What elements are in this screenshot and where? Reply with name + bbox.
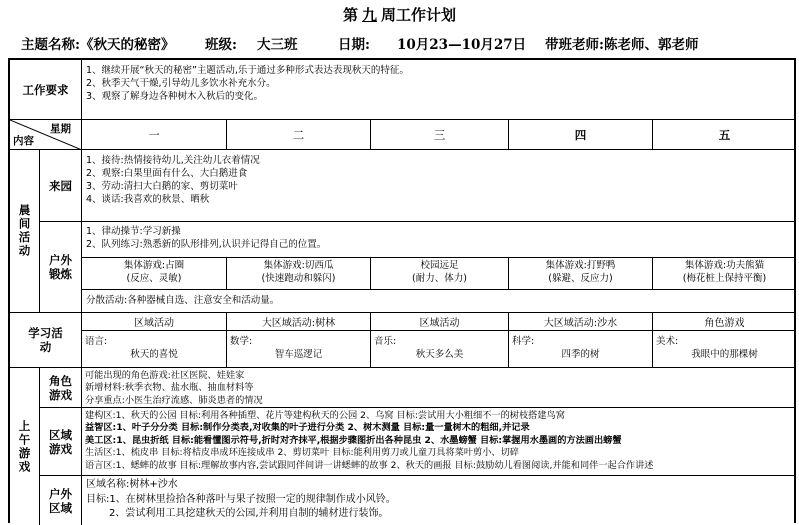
zone-row-art: 美工区:1、昆虫折纸 目标:能看懂图示符号,折时对齐抹平,根据步骤图折出各种昆虫 2、水墨螃蟹 目标:掌握用水墨画的方法画出螃蟹: [85, 434, 622, 446]
game-monday: 集体游戏:占圈 (反应、灵敏): [82, 258, 227, 290]
learning-header-tuesday: 大区域活动:树林: [227, 313, 371, 331]
date-label: 日期:: [338, 37, 370, 53]
weekday-label: 星期: [50, 123, 71, 135]
zone-row-life: 生活区:1、梳皮串 目标:将桔皮串成环连接成串 2、剪切菜叶 目标:能利用剪刀或儿童刀具将菜叶剪小、切碎: [85, 447, 519, 459]
game-wednesday: 校园远足 (耐力、体力): [371, 258, 509, 290]
game-tuesday: 集体游戏:切西瓜 (快速跑动和躲闪): [227, 258, 371, 290]
day-tuesday: 二: [227, 120, 371, 150]
learning-wednesday: 音乐: 秋天多么美: [371, 331, 509, 368]
zone-row-language: 语言区:1、蟋蟀的故事 目标:理解故事内容,尝试跟同伴间讲一讲蟋蟀的故事 2、秋天的画报 目标:鼓励幼儿看图阅读,并能和同伴一起合作讲述: [85, 459, 654, 471]
learning-header-monday: 区域活动: [82, 313, 227, 331]
class-value: 大三班: [257, 37, 298, 53]
outdoor-zone-label: 户外区域: [40, 476, 82, 525]
theme-name: 主题名称:《秋天的秘密》: [21, 37, 175, 53]
learning-monday: 语言: 秋天的喜悦: [82, 331, 227, 368]
game-friday: 集体游戏:功夫熊猫 (梅花桩上保持平衡): [653, 258, 796, 290]
zone-row-construction: 建构区:1、秋天的公园 目标:利用各种插塑、花片等建构秋天的公园 2、乌窝 目标:尝试用大小粗细不一的树枝搭建鸟窝: [85, 410, 565, 421]
class-label: 班级:: [205, 37, 237, 53]
outdoor-exercise-drills: 1、律动操节:学习新操 2、队列练习:熟悉新的队形排列,认识并记得自己的位置。: [82, 222, 796, 258]
teachers: 带班老师:陈老师、郭老师: [545, 37, 699, 53]
learning-header-friday: 角色游戏: [653, 313, 796, 331]
meta-line: [0, 33, 799, 55]
role-play-label: 角色游戏: [40, 368, 82, 408]
learning-header-wednesday: 区域活动: [371, 313, 509, 331]
content-label: 内容: [13, 135, 34, 147]
zone-row-puzzle: 益智区:1、叶子分分类 目标:制作分类表,对收集的叶子进行分类 2、树木测量 目标:量一量树木的粗细,并记录: [85, 422, 530, 434]
diagonal-header-cell: [10, 120, 82, 150]
work-requirements-label: 工作要求: [10, 60, 82, 120]
zone-play-content: [82, 408, 796, 476]
date-value: 10月23—10月27日: [397, 37, 527, 53]
arrival-content: 1、接待:热情接待幼儿,关注幼儿衣着情况 2、观察:白果里面有什么、大白鹅进食 3、劳动:清扫大白鹅的家、剪切菜叶 4、谈话:我喜欢的秋景、晒秋: [82, 150, 796, 222]
forenoon-games-label: 上午游戏: [10, 368, 40, 525]
page-title: 第 九 周工作计划: [342, 6, 457, 24]
day-wednesday: 三: [371, 120, 509, 150]
day-monday: 一: [82, 120, 227, 150]
learning-tuesday: 数学: 智车巡逻记: [227, 331, 371, 368]
zone-play-label: 区域游戏: [40, 408, 82, 476]
work-requirements-content: 1、继续开展“秋天的秘密”主题活动,乐于通过多种形式表达表现秋天的特征。 2、秋季天气干燥,引导幼儿多饮水补充水分。 3、观察了解身边各种树木入秋后的变化。: [82, 60, 796, 120]
learning-label: 学习活动: [10, 313, 82, 368]
learning-header-thursday: 大区域活动:沙水: [509, 313, 653, 331]
arrival-label: 来园: [40, 150, 82, 222]
role-play-content: 可能出现的角色游戏:社区医院、娃娃家 新增材料:秋季衣物、盐水瓶、抽血材料等 分享重点:小医生治疗流感、肺炎患者的情况: [82, 368, 796, 408]
morning-label: 晨间活动: [10, 150, 40, 313]
scattered-activity: 分散活动:各种器械自选、注意安全和活动量。: [82, 290, 796, 313]
game-thursday: 集体游戏:打野鸭 (躲避、反应力): [509, 258, 653, 290]
learning-friday: 美术: 我眼中的那棵树: [653, 331, 796, 368]
outdoor-exercise-label: 户外锻炼: [40, 222, 82, 313]
day-friday: 五: [653, 120, 796, 150]
learning-thursday: 科学: 四季的树: [509, 331, 653, 368]
day-thursday: 四: [509, 120, 653, 150]
outdoor-zone-content: 区域名称:树林+沙水 目标:1、在树林里捡拾各种落叶与果子按照一定的规律制作成小风铃。 2、尝试利用工具挖建秋天的公园,并利用自制的辅材进行装饰。: [86, 479, 396, 519]
week-number: 九: [361, 6, 377, 24]
plan-table: [8, 58, 796, 523]
